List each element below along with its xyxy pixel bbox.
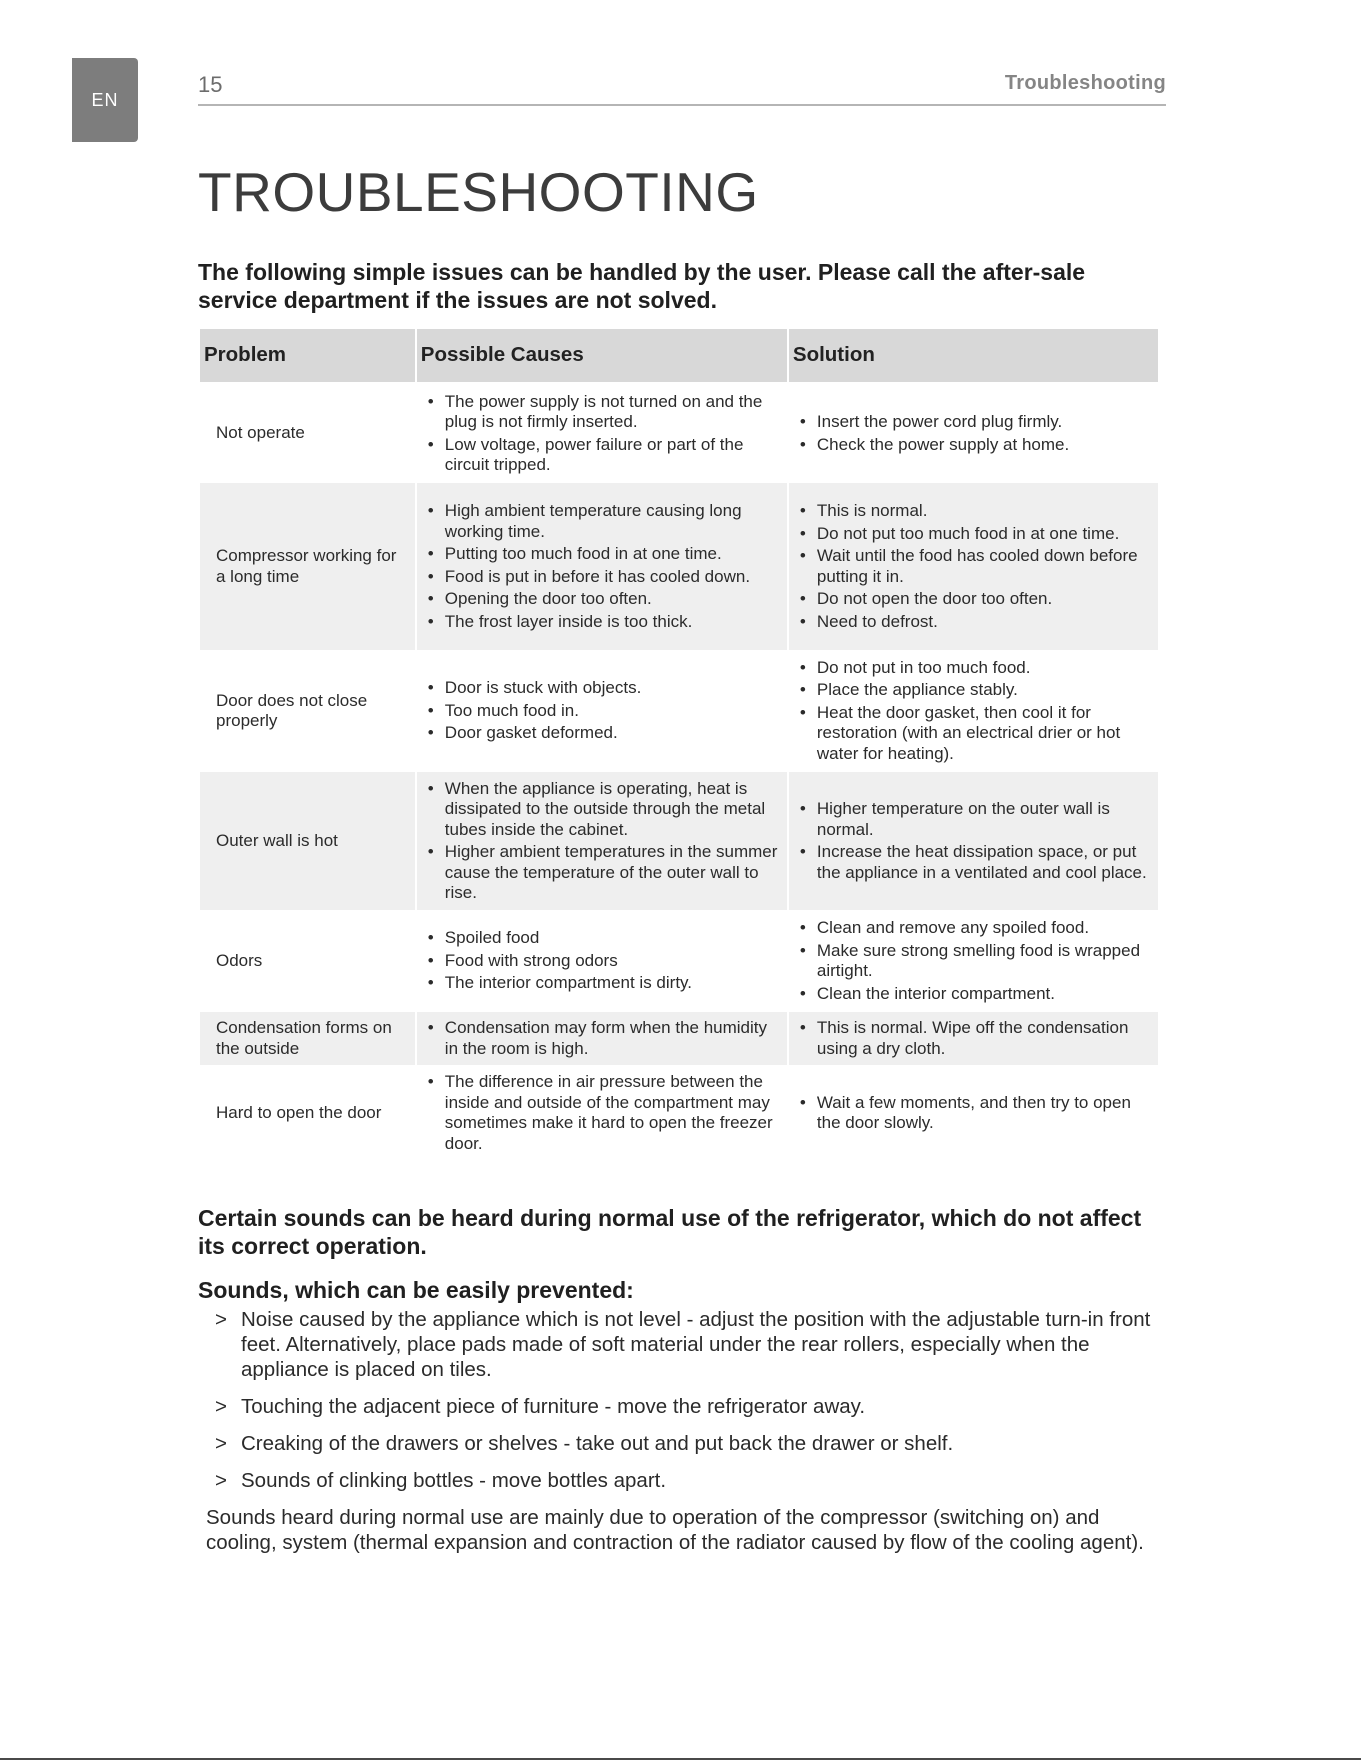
solution-cell-list xyxy=(795,412,1152,455)
bullet-marker: > xyxy=(215,1395,227,1418)
solution-item: • Higher temperature on the outer wall is normal. xyxy=(795,799,1152,840)
table-row xyxy=(200,650,1158,772)
solution-item: • Do not put in too much food. xyxy=(795,658,1152,679)
section-label: Troubleshooting xyxy=(1004,72,1166,94)
causes-cell xyxy=(417,1065,787,1161)
prevented-heading: Sounds, which can be easily prevented: xyxy=(198,1277,634,1303)
bullet-marker: > xyxy=(215,1469,227,1492)
causes-cell xyxy=(417,483,787,650)
footer-rule xyxy=(0,1758,1361,1760)
list-item xyxy=(198,1307,1163,1382)
solution-item: • Need to defrost. xyxy=(795,612,1152,633)
column-header-solution: Solution xyxy=(789,329,1158,384)
causes-cell-list xyxy=(423,1018,781,1059)
problem-cell: Hard to open the door xyxy=(216,1102,382,1122)
solution-item: • Wait until the food has cooled down before putting it in. xyxy=(795,546,1152,587)
cause-item: • Opening the door too often. xyxy=(423,589,781,610)
solution-item: • Do not open the door too often. xyxy=(795,589,1152,610)
solution-cell-list xyxy=(795,799,1152,883)
causes-cell xyxy=(417,772,787,910)
prevented-list xyxy=(198,1307,1163,1493)
problem-cell: Outer wall is hot xyxy=(200,772,415,910)
solution-cell xyxy=(789,910,1158,1012)
table-row xyxy=(200,483,1158,650)
cause-item: • The power supply is not turned on and the plug is not firmly inserted. xyxy=(423,392,781,433)
list-item-text: Touching the adjacent piece of furniture - move the refrigerator away. xyxy=(241,1395,866,1418)
list-item-text: Creaking of the drawers or shelves - take out and put back the drawer or shelf. xyxy=(241,1432,954,1455)
cause-item: • Higher ambient temperatures in the summer cause the temperature of the outer wall to rise. xyxy=(423,842,781,904)
solution-cell xyxy=(789,1065,1158,1161)
solution-cell-list xyxy=(795,1018,1152,1059)
causes-cell-list xyxy=(423,392,781,476)
cause-item: • Food is put in before it has cooled down. xyxy=(423,567,781,588)
solution-item: • Do not put too much food in at one time. xyxy=(795,524,1152,545)
cause-item: • Door gasket deformed. xyxy=(423,723,781,744)
intro-text: The following simple issues can be handled by the user. Please call the after-sale service department if the issues are not solved. xyxy=(198,259,1086,313)
cause-item: • The interior compartment is dirty. xyxy=(423,973,781,994)
list-item xyxy=(198,1468,1163,1493)
page-title: TROUBLESHOOTING xyxy=(198,161,759,223)
solution-item: • Check the power supply at home. xyxy=(795,435,1152,456)
solution-cell xyxy=(789,772,1158,910)
solution-cell xyxy=(789,384,1158,483)
solution-cell xyxy=(789,650,1158,772)
closing-paragraph: Sounds heard during normal use are mainly due to operation of the compressor (switching on) and cooling, system (thermal expansion and contraction of the radiator caused by flow of the cooling agent). xyxy=(206,1506,1144,1554)
table-row xyxy=(200,1012,1158,1065)
list-item-text: Noise caused by the appliance which is not level - adjust the position with the adjustable turn-in front feet. Alternatively, place pads made of soft material under the rear rollers, especially when the appliance is placed on tiles. xyxy=(241,1308,1151,1381)
problem-cell: Door does not close properly xyxy=(216,690,368,730)
solution-item: • Insert the power cord plug firmly. xyxy=(795,412,1152,433)
list-item xyxy=(198,1394,1163,1419)
causes-cell xyxy=(417,910,787,1012)
table-body xyxy=(200,384,1158,1161)
list-item-text: Sounds of clinking bottles - move bottles apart. xyxy=(241,1469,667,1492)
list-item xyxy=(198,1431,1163,1456)
cause-item: • Door is stuck with objects. xyxy=(423,678,781,699)
cause-item: • Food with strong odors xyxy=(423,951,781,972)
solution-cell-list xyxy=(795,1093,1152,1134)
causes-cell-list xyxy=(423,678,781,744)
troubleshooting-table xyxy=(198,329,1160,1161)
table-row xyxy=(200,1065,1158,1161)
solution-cell xyxy=(789,1012,1158,1065)
solution-item: • Make sure strong smelling food is wrapped airtight. xyxy=(795,941,1152,982)
problem-cell: Not operate xyxy=(216,423,305,443)
cause-item: • Spoiled food xyxy=(423,928,781,949)
solution-cell xyxy=(789,483,1158,650)
problem-cell: Compressor working for a long time xyxy=(200,483,415,650)
cause-item: • Low voltage, power failure or part of the circuit tripped. xyxy=(423,435,781,476)
solution-item: • This is normal. Wipe off the condensation using a dry cloth. xyxy=(795,1018,1152,1059)
causes-cell xyxy=(417,1012,787,1065)
page-header xyxy=(198,72,1166,106)
solution-item: • Clean the interior compartment. xyxy=(795,984,1152,1005)
cause-item: • Too much food in. xyxy=(423,701,781,722)
cause-item: • High ambient temperature causing long working time. xyxy=(423,501,781,542)
causes-cell xyxy=(417,384,787,483)
cause-item: • Condensation may form when the humidity in the room is high. xyxy=(423,1018,781,1059)
table-row xyxy=(200,772,1158,910)
solution-item: • Increase the heat dissipation space, or put the appliance in a ventilated and cool place. xyxy=(795,842,1152,883)
causes-cell-list xyxy=(423,779,781,904)
table-row xyxy=(200,910,1158,1012)
column-header-problem: Problem xyxy=(200,329,415,384)
language-tab: EN xyxy=(72,58,138,142)
solution-item: • This is normal. xyxy=(795,501,1152,522)
causes-cell-list xyxy=(423,1072,781,1154)
bullet-marker: > xyxy=(215,1308,227,1331)
cause-item: • Putting too much food in at one time. xyxy=(423,544,781,565)
causes-cell xyxy=(417,650,787,772)
bullet-marker: > xyxy=(215,1432,227,1455)
problem-cell: Odors xyxy=(216,950,263,970)
solution-cell-list xyxy=(795,658,1152,765)
solution-item: • Wait a few moments, and then try to open the door slowly. xyxy=(795,1093,1152,1134)
table-row xyxy=(200,384,1158,483)
solution-item: • Clean and remove any spoiled food. xyxy=(795,918,1152,939)
sounds-section xyxy=(198,1204,1163,1555)
causes-cell-list xyxy=(423,928,781,994)
page-number: 15 xyxy=(198,72,223,97)
causes-cell-list xyxy=(423,501,781,632)
solution-cell-list xyxy=(795,501,1152,632)
solution-cell-list xyxy=(795,918,1152,1004)
cause-item: • The difference in air pressure between the inside and outside of the compartment may sometimes make it hard to open the freezer door. xyxy=(423,1072,781,1154)
problem-cell: Condensation forms on the outside xyxy=(200,1012,415,1065)
solution-item: • Heat the door gasket, then cool it for restoration (with an electrical drier or hot water for heating). xyxy=(795,703,1152,765)
solution-item: • Place the appliance stably. xyxy=(795,680,1152,701)
sounds-heading: Certain sounds can be heard during normal use of the refrigerator, which do not affect its correct operation. xyxy=(198,1205,1142,1259)
table-header-row xyxy=(200,329,1158,384)
cause-item: • The frost layer inside is too thick. xyxy=(423,612,781,633)
column-header-causes: Possible Causes xyxy=(417,329,787,384)
cause-item: • When the appliance is operating, heat is dissipated to the outside through the metal tubes inside the cabinet. xyxy=(423,779,781,841)
